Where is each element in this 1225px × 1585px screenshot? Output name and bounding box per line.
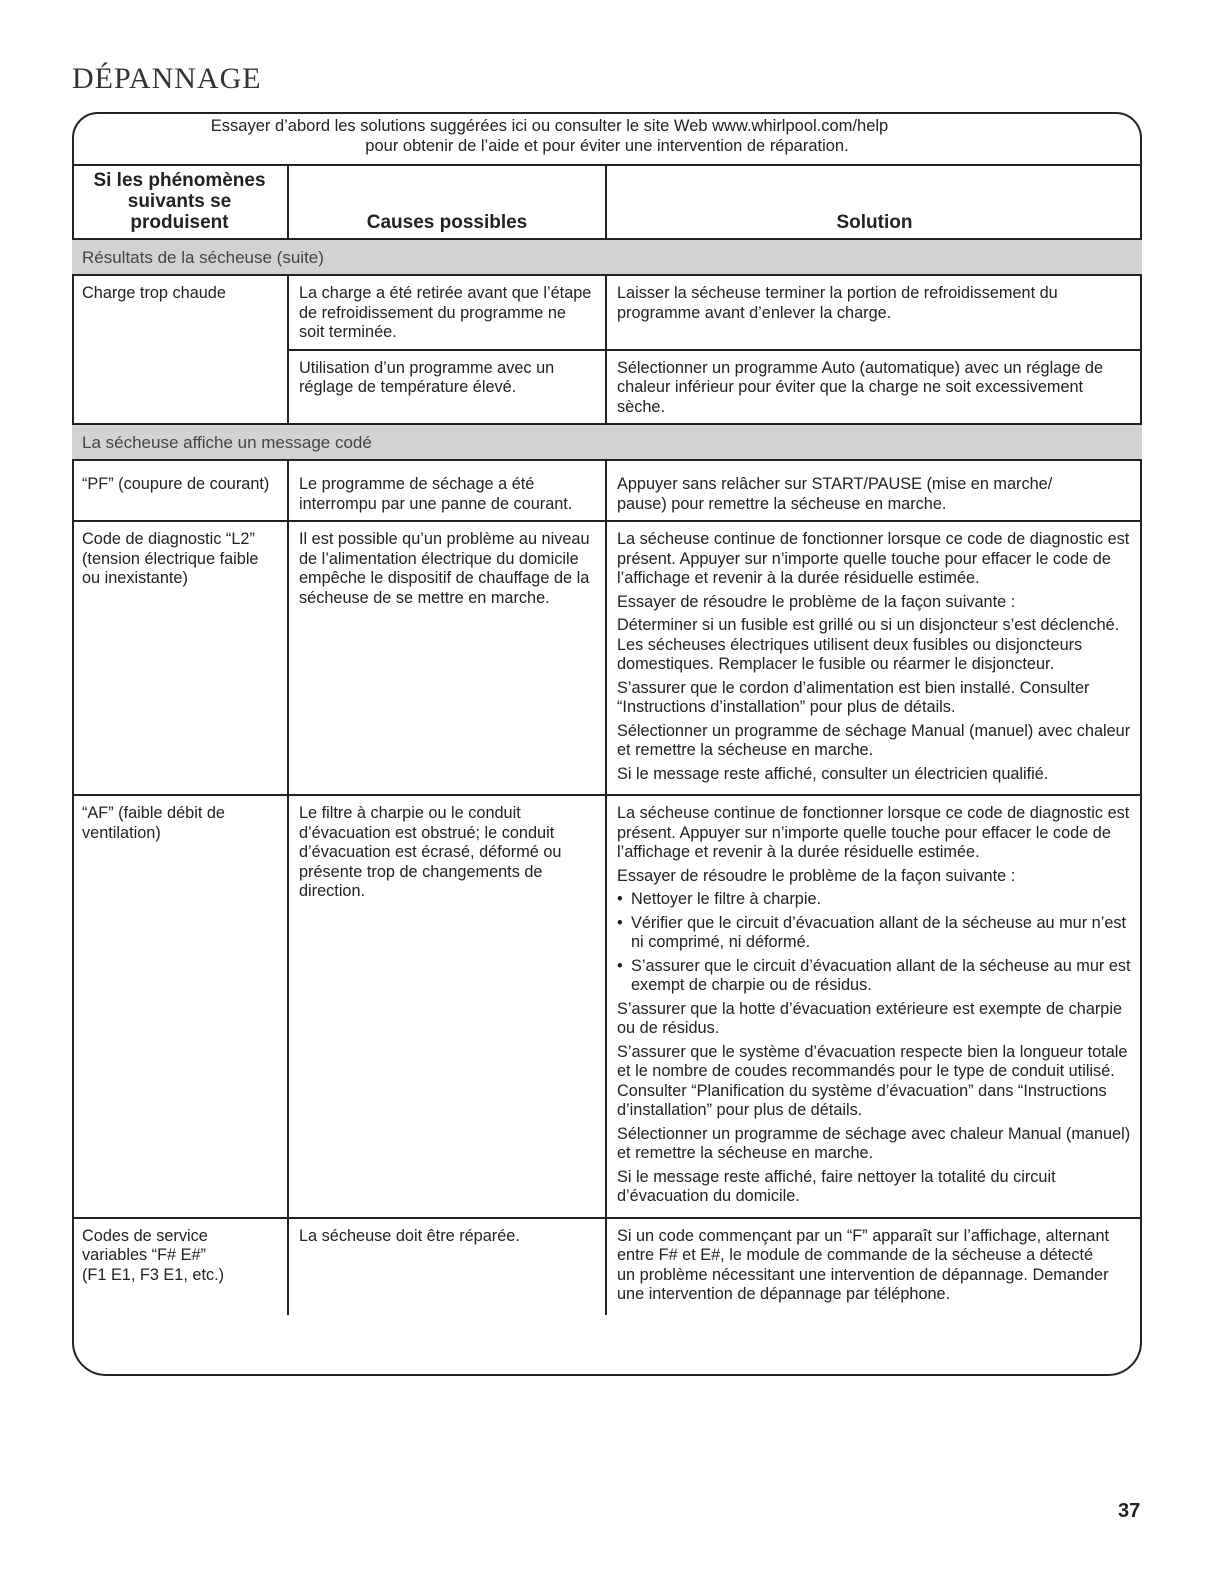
cause-cell: Le programme de séchage a été interrompu par une panne de courant. (288, 460, 606, 521)
section-header-row (72, 424, 1142, 460)
table-row (72, 460, 1142, 521)
header-problem (72, 165, 288, 239)
cause-cell: Il est possible qu’un problème au niveau de l’alimentation électrique du domicile empêche le dispositif de chauffage de la sécheuse de se mettre en marche. (288, 521, 606, 795)
header-problem-line-1: Si les phénomènes (93, 170, 266, 191)
solution-cell (606, 521, 1142, 795)
solution-paragraph: S’assurer que le cordon d’alimentation est bien installé. Consulter “Instructions d’installation” pour plus de détails. (617, 678, 1090, 716)
solution-cell: Laisser la sécheuse terminer la portion de refroidissement du programme avant d’enlever la charge. (606, 275, 1142, 350)
header-causes: Causes possibles (288, 165, 606, 239)
problem-cell: “PF” (coupure de courant) (72, 460, 288, 521)
page-number: 37 (1118, 1500, 1141, 1522)
bullet-item (617, 914, 1132, 953)
cause-cell: Utilisation d’un programme avec un réglage de température élevé. (288, 350, 606, 425)
table-row (72, 1218, 1142, 1316)
intro-text (72, 116, 1142, 156)
problem-cell: Code de diagnostic “L2” (tension électrique faible ou inexistante) (72, 521, 288, 795)
bullet-text: S’assurer que le circuit d’évacuation allant de la sécheuse au mur est exempt de charpie ou de résidus. (631, 956, 1131, 994)
solution-cell: Si un code commençant par un “F” apparaît sur l’affichage, alternant entre F# et E#, le module de commande de la sécheuse a détecté un problème nécessitant une intervention de dépannage. Demander une intervention de dépannage par téléphone. (606, 1218, 1142, 1316)
solution-cell: Appuyer sans relâcher sur START/PAUSE (mise en marche/ pause) pour remettre la sécheuse en marche. (606, 460, 1142, 521)
solution-paragraph: S’assurer que le système d’évacuation respecte bien la longueur totale et le nombre de coudes recommandés pour le type de conduit utilisé. Consulter “Planification du système d’évacuation” dans “Instructions d’installation” pour plus de détails. (617, 1042, 1128, 1119)
bullet-icon: • (617, 913, 623, 932)
problem-cell (72, 1218, 288, 1316)
table-row (72, 521, 1142, 795)
table-row (72, 795, 1142, 1218)
bullet-text: Nettoyer le filtre à charpie. (631, 890, 822, 908)
cause-cell: La sécheuse doit être réparée. (288, 1218, 606, 1316)
section-title: La sécheuse affiche un message codé (72, 424, 1142, 460)
solution-paragraph: Essayer de résoudre le problème de la façon suivante : (617, 866, 1016, 885)
header-problem-line-2: suivants se (127, 191, 232, 212)
header-solution: Solution (606, 165, 1142, 239)
troubleshooting-table (72, 164, 1142, 1315)
solution-paragraph: Déterminer si un fusible est grillé ou si un disjoncteur s’est déclenché. Les sécheuses électriques utilisent deux fusibles ou disjoncteurs domestiques. Remplacer le fusible ou réarmer le disjoncteur. (617, 616, 1120, 673)
solution-paragraph: Sélectionner un programme de séchage Manual (manuel) avec chaleur et remettre la sécheuse en marche. (617, 721, 1131, 759)
solution-paragraph: Essayer de résoudre le problème de la façon suivante : (617, 592, 1016, 611)
table-row (72, 275, 1142, 350)
cause-cell: La charge a été retirée avant que l’étape de refroidissement du programme ne soit terminée. (288, 275, 606, 350)
solution-paragraph: Si le message reste affiché, consulter un électricien qualifié. (617, 764, 1049, 783)
bullet-item (617, 890, 1132, 910)
problem-line: (F1 E1, F3 E1, etc.) (82, 1265, 225, 1284)
bullet-icon: • (617, 890, 623, 908)
intro-line-2: pour obtenir de l’aide et pour éviter une intervention de réparation. (365, 137, 849, 155)
section-title: Résultats de la sécheuse (suite) (72, 239, 1142, 275)
solution-paragraph: Sélectionner un programme de séchage avec chaleur Manual (manuel) et remettre la sécheuse en marche. (617, 1124, 1131, 1162)
solution-paragraph: La sécheuse continue de fonctionner lorsque ce code de diagnostic est présent. Appuyer sur n’importe quelle touche pour effacer le code de l’affichage et revenir à la durée résiduelle estimée. (617, 804, 1130, 861)
solution-paragraph: S’assurer que la hotte d’évacuation extérieure est exempte de charpie ou de résidus. (617, 999, 1123, 1037)
solution-cell: Sélectionner un programme Auto (automatique) avec un réglage de chaleur inférieur pour éviter que la charge ne soit excessivement sèche. (606, 350, 1142, 425)
header-row (72, 165, 1142, 239)
problem-cell: “AF” (faible débit de ventilation) (72, 795, 288, 1218)
solution-cell (606, 795, 1142, 1218)
solution-paragraph: Si le message reste affiché, faire nettoyer la totalité du circuit d’évacuation du domicile. (617, 1167, 1056, 1205)
bullet-item (617, 957, 1132, 996)
bullet-icon: • (617, 956, 623, 975)
section-header-row (72, 239, 1142, 275)
page-title: DÉPANNAGE (72, 62, 262, 95)
intro-line-1: Essayer d’abord les solutions suggérées ici ou consulter le site Web www.whirlpool.com/help (210, 117, 889, 135)
bullet-text: Vérifier que le circuit d’évacuation allant de la sécheuse au mur n’est ni comprimé, ni déformé. (631, 913, 1127, 951)
problem-cell: Charge trop chaude (72, 275, 288, 424)
header-problem-line-3: produisent (130, 212, 229, 233)
problem-line: variables “F# E#” (82, 1246, 206, 1264)
problem-line: Codes de service (82, 1226, 208, 1245)
cause-cell: Le filtre à charpie ou le conduit d’évacuation est obstrué; le conduit d’évacuation est écrasé, déformé ou présente trop de changements de direction. (288, 795, 606, 1218)
solution-paragraph: La sécheuse continue de fonctionner lorsque ce code de diagnostic est présent. Appuyer sur n’importe quelle touche pour effacer le code de l’affichage et revenir à la durée résiduelle estimée. (617, 530, 1130, 587)
